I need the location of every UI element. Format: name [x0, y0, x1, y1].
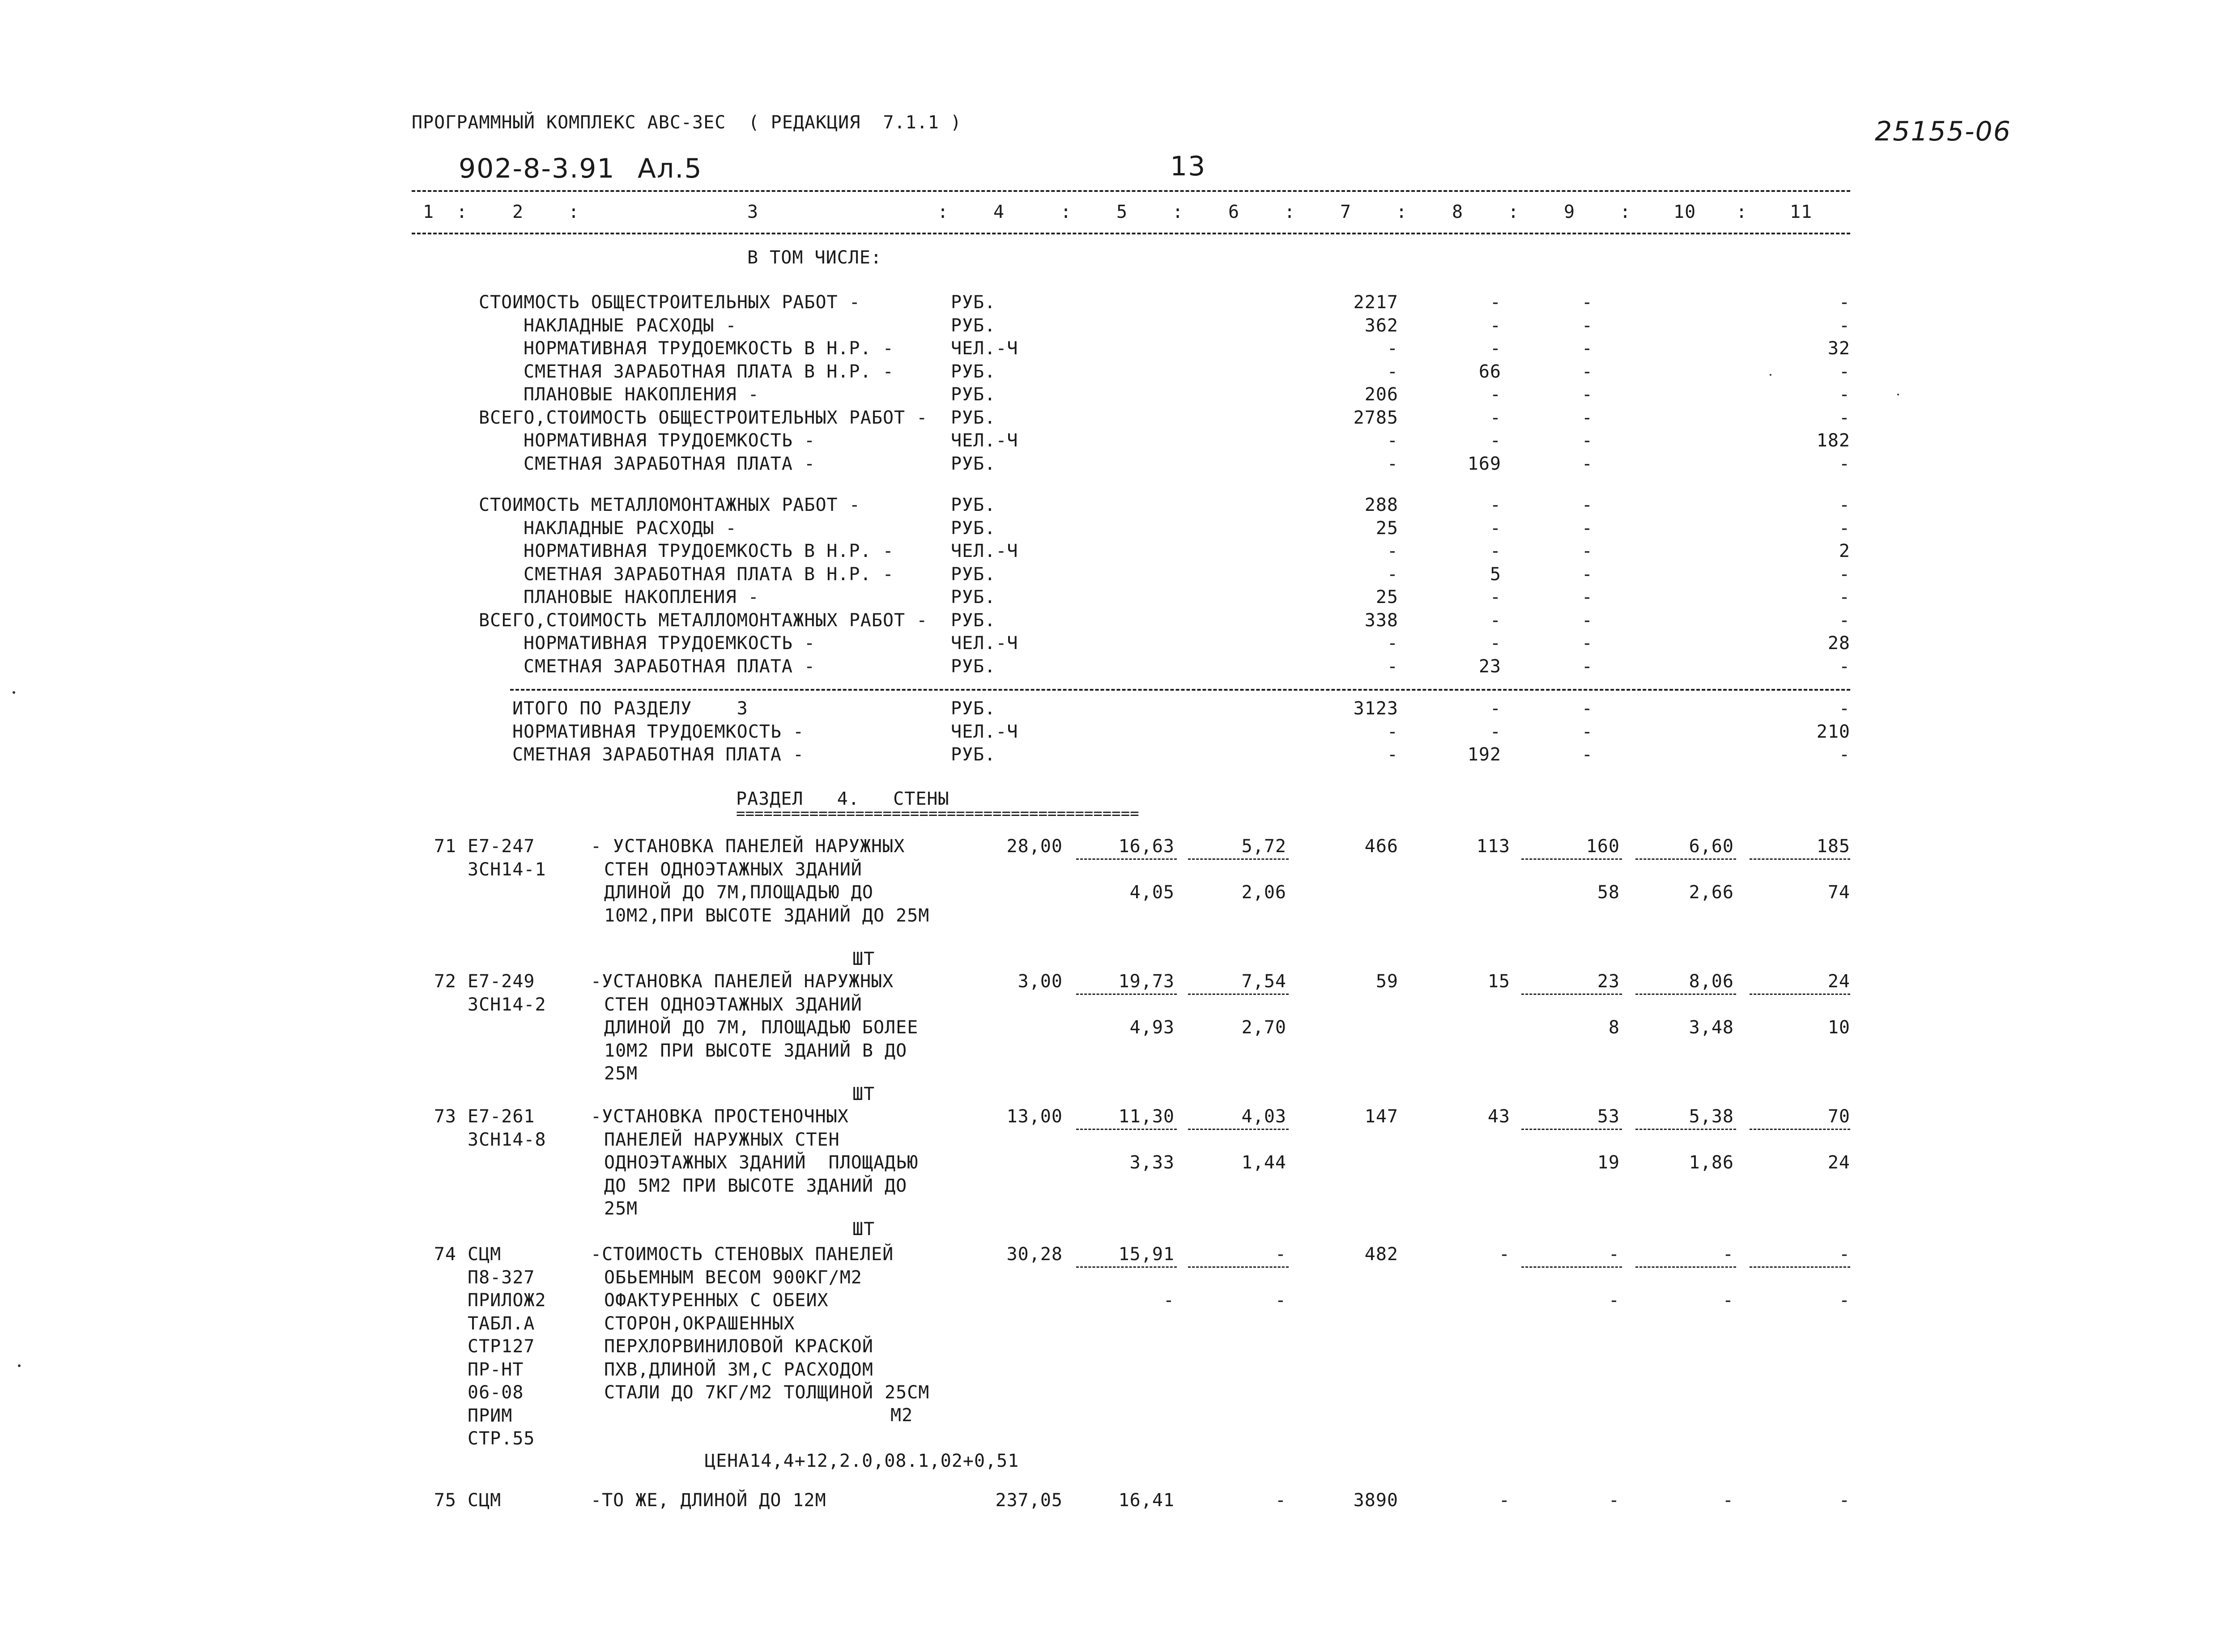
summary-cell-col9: - — [1581, 518, 1593, 539]
item-cell-col5-secondary: 4,05 — [1129, 882, 1175, 903]
item-description-line: ДЛИНОЙ ДО 7М,ПЛОЩАДЬЮ ДО — [604, 882, 873, 903]
cell-separator-rule — [1750, 858, 1850, 860]
item-cell-col4: 3,00 — [1018, 971, 1063, 992]
item-code: Е7-249 — [468, 971, 535, 992]
cell-separator-rule — [1750, 1129, 1850, 1130]
header-rule — [412, 233, 1850, 234]
item-cell-col11: - — [1839, 1244, 1850, 1265]
item-cell-col5: 11,30 — [1118, 1106, 1175, 1127]
cell-separator-rule — [1076, 1266, 1177, 1268]
item-cell-col10: - — [1722, 1490, 1734, 1511]
item-cell-col7: 59 — [1375, 971, 1398, 992]
summary-cell-col11: - — [1839, 315, 1850, 336]
summary-row-unit: РУБ. — [951, 656, 996, 677]
doc-code: 902-8-3.91 — [459, 153, 615, 184]
cell-separator-rule — [1188, 994, 1289, 995]
item-cell-col8: - — [1499, 1244, 1510, 1265]
item-cell-col7: 147 — [1364, 1106, 1398, 1127]
summary-row-label: НАКЛАДНЫЕ РАСХОДЫ - — [524, 518, 737, 539]
item-cell-col6-secondary: 2,06 — [1241, 882, 1286, 903]
item-code: Е7-261 — [468, 1106, 535, 1127]
summary-cell-col7: 288 — [1364, 495, 1398, 515]
summary-cell-col8: 5 — [1490, 564, 1501, 585]
summary-cell-col11: - — [1839, 698, 1850, 719]
summary-cell-col9: - — [1581, 384, 1593, 405]
summary-cell-col7: 362 — [1364, 315, 1398, 336]
program-header: ПРОГРАММНЫЙ КОМПЛЕКС АВС-ЗЕС ( РЕДАКЦИЯ 7.1.1 ) — [412, 112, 962, 133]
item-cell-col9: - — [1608, 1490, 1620, 1511]
block-a-title: В ТОМ ЧИСЛЕ: — [747, 247, 882, 268]
item-description-line: ПАНЕЛЕЙ НАРУЖНЫХ СТЕН — [604, 1129, 840, 1150]
summary-row-label: НОРМАТИВНАЯ ТРУДОЕМКОСТЬ - — [524, 633, 816, 654]
summary-cell-col11: - — [1839, 587, 1850, 607]
summary-cell-col8: - — [1490, 610, 1501, 631]
cell-separator-rule — [1188, 1266, 1289, 1268]
summary-row-label: СМЕТНАЯ ЗАРАБОТНАЯ ПЛАТА - — [524, 656, 816, 677]
item-cell-col5: 15,91 — [1118, 1244, 1175, 1265]
summary-cell-col11: - — [1839, 518, 1850, 539]
summary-cell-col9: - — [1581, 587, 1593, 607]
summary-row-unit: РУБ. — [951, 384, 996, 405]
summary-row-label: СМЕТНАЯ ЗАРАБОТНАЯ ПЛАТА - — [524, 453, 816, 474]
cell-separator-rule — [1188, 858, 1289, 860]
cell-separator-rule — [1521, 1266, 1622, 1268]
summary-cell-col7: - — [1387, 744, 1398, 765]
cell-separator-rule — [1521, 1129, 1622, 1130]
item-description-line: СТАЛИ ДО 7КГ/М2 ТОЛЩИНОЙ 25СМ — [604, 1382, 930, 1403]
item-cell-col11-secondary: 10 — [1827, 1017, 1850, 1038]
item-description-line: ОФАКТУРЕННЫХ С ОБЕИХ — [604, 1290, 829, 1311]
summary-cell-col7: - — [1387, 633, 1398, 654]
summary-cell-col11: 28 — [1827, 633, 1850, 654]
album-label: Ал.5 — [638, 153, 703, 184]
summary-row-unit: ЧЕЛ.-Ч — [951, 338, 1018, 359]
item-cell-col9-secondary: 19 — [1597, 1152, 1620, 1173]
summary-cell-col8: - — [1490, 495, 1501, 515]
summary-cell-col8: 23 — [1478, 656, 1501, 677]
item-cell-col11: 70 — [1827, 1106, 1850, 1127]
item-number: 72 — [434, 971, 456, 992]
item-code-line: 06-08 — [468, 1382, 524, 1403]
item-cell-col9: 23 — [1597, 971, 1620, 992]
cell-separator-rule — [1076, 858, 1177, 860]
summary-cell-col8: 192 — [1467, 744, 1501, 765]
summary-row-label: НОРМАТИВНАЯ ТРУДОЕМКОСТЬ - — [512, 721, 805, 742]
item-code-line: П8-327 — [468, 1267, 535, 1288]
summary-row-unit: РУБ. — [951, 518, 996, 539]
summary-cell-col8: - — [1490, 407, 1501, 428]
summary-cell-col11: - — [1839, 453, 1850, 474]
summary-cell-col7: - — [1387, 453, 1398, 474]
summary-cell-col11: 182 — [1816, 430, 1850, 451]
summary-cell-col9: - — [1581, 430, 1593, 451]
item-cell-col10: 8,06 — [1689, 971, 1734, 992]
item-cell-col10-secondary: 3,48 — [1689, 1017, 1734, 1038]
cell-separator-rule — [1188, 1129, 1289, 1130]
summary-row-label: СТОИМОСТЬ МЕТАЛЛОМОНТАЖНЫХ РАБОТ - — [479, 495, 860, 515]
summary-cell-col7: 2217 — [1353, 292, 1398, 313]
summary-cell-col8: - — [1490, 587, 1501, 607]
summary-row-label: НОРМАТИВНАЯ ТРУДОЕМКОСТЬ - — [524, 430, 816, 451]
summary-cell-col9: - — [1581, 633, 1593, 654]
item-description-line: -УСТАНОВКА ПРОСТЕНОЧНЫХ — [591, 1106, 849, 1127]
item-description-line: СТЕН ОДНОЭТАЖНЫХ ЗДАНИЙ — [604, 859, 862, 880]
summary-cell-col9: - — [1581, 338, 1593, 359]
summary-row-unit: РУБ. — [951, 564, 996, 585]
item-cell-col4: 237,05 — [995, 1490, 1063, 1511]
item-description-line: 10М2,ПРИ ВЫСОТЕ ЗДАНИЙ ДО 25М — [604, 905, 930, 926]
item-description-line: ДО 5М2 ПРИ ВЫСОТЕ ЗДАНИЙ ДО — [604, 1175, 907, 1196]
item-cell-col6-secondary: 2,70 — [1241, 1017, 1286, 1038]
summary-cell-col7: - — [1387, 361, 1398, 382]
cell-separator-rule — [1076, 994, 1177, 995]
section-underline: ============================================ — [736, 805, 1139, 823]
summary-cell-col8: 66 — [1478, 361, 1501, 382]
item-cell-col11: 24 — [1827, 971, 1850, 992]
summary-row-label: СМЕТНАЯ ЗАРАБОТНАЯ ПЛАТА В Н.Р. - — [524, 361, 894, 382]
item-description-line: ПЕРХЛОРВИНИЛОВОЙ КРАСКОЙ — [604, 1336, 873, 1357]
summary-row-label: НОРМАТИВНАЯ ТРУДОЕМКОСТЬ В Н.Р. - — [524, 541, 894, 561]
item-cell-col10: 5,38 — [1689, 1106, 1734, 1127]
item-unit: ШТ — [852, 1084, 875, 1104]
summary-row-unit: РУБ. — [951, 495, 996, 515]
summary-row-unit: ЧЕЛ.-Ч — [951, 541, 1018, 561]
item-description-line: ДЛИНОЙ ДО 7М, ПЛОЩАДЬЮ БОЛЕЕ — [604, 1017, 919, 1038]
item-cell-col9-secondary: - — [1608, 1290, 1620, 1311]
totals-rule — [510, 689, 1850, 691]
item-cell-col4: 30,28 — [1006, 1244, 1063, 1265]
item-price-note: ЦЕНА14,4+12,2.0,08.1,02+0,51 — [705, 1451, 1019, 1471]
summary-cell-col7: 338 — [1364, 610, 1398, 631]
summary-cell-col7: 206 — [1364, 384, 1398, 405]
item-cell-col5: 16,41 — [1118, 1490, 1175, 1511]
item-cell-col8: 113 — [1476, 836, 1510, 857]
summary-cell-col11: 32 — [1827, 338, 1850, 359]
summary-row-unit: ЧЕЛ.-Ч — [951, 633, 1018, 654]
item-cell-col10: 6,60 — [1689, 836, 1734, 857]
cell-separator-rule — [1521, 858, 1622, 860]
page-number: 13 — [1170, 151, 1206, 182]
summary-cell-col7: - — [1387, 541, 1398, 561]
item-code-line: ПРИЛОЖ2 — [468, 1290, 546, 1311]
cell-separator-rule — [1750, 994, 1850, 995]
item-code: СЦМ — [468, 1490, 502, 1511]
summary-row-label: ПЛАНОВЫЕ НАКОПЛЕНИЯ - — [524, 384, 759, 405]
item-cell-col11-secondary: 24 — [1827, 1152, 1850, 1173]
summary-row-label: СМЕТНАЯ ЗАРАБОТНАЯ ПЛАТА - — [512, 744, 805, 765]
summary-cell-col11: - — [1839, 384, 1850, 405]
summary-cell-col9: - — [1581, 564, 1593, 585]
summary-cell-col9: - — [1581, 407, 1593, 428]
summary-row-unit: ЧЕЛ.-Ч — [951, 430, 1018, 451]
scan-speck — [1897, 394, 1899, 395]
item-description-line: - УСТАНОВКА ПАНЕЛЕЙ НАРУЖНЫХ — [591, 836, 905, 857]
summary-cell-col8: - — [1490, 518, 1501, 539]
summary-row-unit: РУБ. — [951, 361, 996, 382]
item-description-line: ОБЬЕМНЫМ ВЕСОМ 900КГ/М2 — [604, 1267, 862, 1288]
scan-speck — [18, 1364, 21, 1367]
summary-cell-col7: 3123 — [1353, 698, 1398, 719]
summary-cell-col11: - — [1839, 610, 1850, 631]
summary-row-label: НАКЛАДНЫЕ РАСХОДЫ - — [524, 315, 737, 336]
item-cell-col10-secondary: - — [1722, 1290, 1734, 1311]
item-cell-col10-secondary: 1,86 — [1689, 1152, 1734, 1173]
item-cell-col6: - — [1275, 1244, 1286, 1265]
item-code-secondary: ЗСН14-8 — [468, 1129, 546, 1150]
item-code: Е7-247 — [468, 836, 535, 857]
section-title: РАЗДЕЛ 4. СТЕНЫ — [736, 789, 949, 809]
item-cell-col10: - — [1722, 1244, 1734, 1265]
summary-row-label: ВСЕГО,СТОИМОСТЬ МЕТАЛЛОМОНТАЖНЫХ РАБОТ - — [479, 610, 928, 631]
summary-row-unit: РУБ. — [951, 453, 996, 474]
item-cell-col9-secondary: 58 — [1597, 882, 1620, 903]
summary-row-unit: РУБ. — [951, 610, 996, 631]
item-cell-col5: 16,63 — [1118, 836, 1175, 857]
summary-cell-col8: - — [1490, 384, 1501, 405]
item-unit: ШТ — [852, 949, 875, 969]
summary-cell-col9: - — [1581, 698, 1593, 719]
item-description-line: 10М2 ПРИ ВЫСОТЕ ЗДАНИЙ В ДО — [604, 1040, 907, 1061]
summary-cell-col9: - — [1581, 721, 1593, 742]
summary-row-label: ВСЕГО,СТОИМОСТЬ ОБЩЕСТРОИТЕЛЬНЫХ РАБОТ - — [479, 407, 928, 428]
summary-cell-col9: - — [1581, 361, 1593, 382]
item-code-line: ПРИМ — [468, 1405, 513, 1426]
item-cell-col11: 185 — [1816, 836, 1850, 857]
summary-row-label: ИТОГО ПО РАЗДЕЛУ 3 — [512, 698, 748, 719]
cell-separator-rule — [1076, 1129, 1177, 1130]
item-cell-col4: 28,00 — [1006, 836, 1063, 857]
item-number: 71 — [434, 836, 456, 857]
summary-cell-col11: - — [1839, 495, 1850, 515]
item-cell-col4: 13,00 — [1006, 1106, 1063, 1127]
item-unit: М2 — [890, 1405, 913, 1426]
summary-row-unit: РУБ. — [951, 407, 996, 428]
item-cell-col9: - — [1608, 1244, 1620, 1265]
summary-cell-col11: 210 — [1816, 721, 1850, 742]
item-cell-col9: 160 — [1586, 836, 1620, 857]
summary-cell-col9: - — [1581, 744, 1593, 765]
summary-cell-col8: - — [1490, 541, 1501, 561]
summary-cell-col8: - — [1490, 292, 1501, 313]
summary-row-unit: РУБ. — [951, 315, 996, 336]
summary-cell-col9: - — [1581, 610, 1593, 631]
item-cell-col11-secondary: - — [1839, 1290, 1850, 1311]
summary-cell-col8: - — [1490, 698, 1501, 719]
scan-speck — [13, 691, 15, 694]
item-code-line: СТР127 — [468, 1336, 535, 1357]
item-number: 73 — [434, 1106, 456, 1127]
summary-cell-col9: - — [1581, 453, 1593, 474]
item-description-line: 25М — [604, 1198, 638, 1219]
item-code-line: СЦМ — [468, 1244, 502, 1265]
summary-cell-col8: - — [1490, 633, 1501, 654]
document-page: ПРОГРАММНЫЙ КОМПЛЕКС АВС-ЗЕС ( РЕДАКЦИЯ 7.1.1 ) 25155-06 902-8-3.91 Ал.5 13 1 : 2 : 3 : 4 : 5 : 6 : 7 : 8 : 9 : 10 : 11 В ТОМ ЧИСЛЕ: СТОИМОСТЬ ОБЩЕСТРОИТЕЛЬНЫХ РАБОТ - РУБ. 2217 - - - НАКЛАДНЫЕ РАСХОДЫ - РУБ. 362 - - - НОРМАТИВНАЯ ТРУДОЕМКОСТЬ В Н.Р. - ЧЕЛ.-Ч - - - 32 СМЕТНАЯ ЗАРАБОТНАЯ ПЛАТА В Н.Р. - РУБ. - 66 - - ПЛАНОВЫЕ НАКОПЛЕНИЯ - РУБ. 206 - - - ВСЕГО,СТОИМОСТЬ ОБЩЕСТРОИТЕЛЬНЫХ РАБОТ - РУБ. 2785 - - - НОРМАТИВНАЯ ТРУДОЕМКОСТЬ - ЧЕЛ.-Ч - - - 182 СМЕТНАЯ ЗАРАБОТНАЯ ПЛАТА - РУБ. - 169 - - СТОИМОСТЬ МЕТАЛЛОМОНТАЖНЫХ РАБОТ - РУБ. 288 - - - НАКЛАДНЫЕ РАСХОДЫ - РУБ. 25 - - - НОРМАТИВНАЯ ТРУДОЕМКОСТЬ В Н.Р. - ЧЕЛ.-Ч - - - 2 СМЕТНАЯ ЗАРАБОТНАЯ ПЛАТА В Н.Р. - РУБ. - 5 - - ПЛАНОВЫЕ НАКОПЛЕНИЯ - РУБ. 25 - - - ВСЕГО,СТОИМОСТЬ МЕТАЛЛОМОНТАЖНЫХ РАБОТ - РУБ. 338 - - - НОРМАТИВНАЯ ТРУДОЕМКОСТЬ - ЧЕЛ.-Ч - - - 28 СМЕТНАЯ ЗАРАБОТНАЯ ПЛАТА - РУБ. - 23 - - ИТОГО ПО РАЗДЕЛУ 3 РУБ. 3123 - - - НОРМАТИВНАЯ ТРУДОЕМКОСТЬ - ЧЕЛ.-Ч - - - 210 СМЕТНАЯ ЗАРАБОТНАЯ ПЛАТА - РУБ. - 192 - - РАЗДЕЛ 4. СТЕНЫ ============================================ 71 Е7-247 ЗСН14-1 - УСТАНОВКА ПАНЕЛЕЙ НАРУЖНЫХ СТЕН ОДНОЭТАЖНЫХ ЗДАНИЙ ДЛИНОЙ ДО 7М,ПЛОЩАДЬЮ ДО 10М2,ПРИ ВЫСОТЕ ЗДАНИЙ ДО 25М ШТ 28,00 16,63 5,72 466 113 160 6,60 185 4,05 2,06 58 2,66 74 72 Е7-249 ЗСН14-2 -УСТАНОВКА ПАНЕЛЕЙ НАРУЖНЫХ СТЕН ОДНОЭТАЖНЫХ ЗДАНИЙ ДЛИНОЙ ДО 7М, ПЛОЩАДЬЮ БОЛЕЕ 10М2 ПРИ ВЫСОТЕ ЗДАНИЙ В ДО 25М ШТ 3,00 19,73 7,54 59 15 23 8,06 24 4,93 2,70 8 3,48 10 73 Е7-261 ЗСН14-8 -УСТАНОВКА ПРОСТЕНОЧНЫХ ПАНЕЛЕЙ НАРУЖНЫХ СТЕН ОДНОЭТАЖНЫХ ЗДАНИЙ ПЛОЩАДЬЮ ДО 5М2 ПРИ ВЫСОТЕ ЗДАНИЙ ДО 25М ШТ 13,00 11,30 4,03 147 43 53 5,38 70 3,33 1,44 19 1,86 24 74 СЦМ П8-327 ПРИЛОЖ2 ТАБЛ.А СТР127 ПР-НТ 06-08 ПРИМ СТР.55 -СТОИМОСТЬ СТЕНОВЫХ ПАНЕЛЕЙ ОБЬЕМНЫМ ВЕСОМ 900КГ/М2 ОФАКТУРЕННЫХ С ОБЕИХ СТОРОН,ОКРАШЕННЫХ ПЕРХЛОРВИНИЛОВОЙ КРАСКОЙ ПХВ,ДЛИНОЙ 3М,С РАСХОДОМ СТАЛИ ДО 7КГ/М2 ТОЛЩИНОЙ 25СМ М2 30,28 15,91 - 482 - - - - - - - - - ЦЕНА14,4+12,2.0,08.1,02+0,51 75 СЦМ -ТО ЖЕ, ДЛИНОЙ ДО 12М 237,05 16,41 - 3890 - - - - — [0, 0, 2231, 1652]
item-cell-col6: 5,72 — [1241, 836, 1286, 857]
item-description-line: 25М — [604, 1063, 638, 1084]
summary-row-unit: РУБ. — [951, 698, 996, 719]
item-cell-col11-secondary: 74 — [1827, 882, 1850, 903]
summary-cell-col8: - — [1490, 338, 1501, 359]
item-code-line: СТР.55 — [468, 1428, 535, 1449]
stamp-number: 25155-06 — [1875, 116, 2011, 147]
cell-separator-rule — [1635, 1129, 1736, 1130]
item-description-line: СТОРОН,ОКРАШЕННЫХ — [604, 1313, 795, 1334]
summary-cell-col11: - — [1839, 292, 1850, 313]
item-cell-col7: 482 — [1364, 1244, 1398, 1265]
summary-cell-col9: - — [1581, 315, 1593, 336]
item-description-line: -ТО ЖЕ, ДЛИНОЙ ДО 12М — [591, 1490, 826, 1511]
item-number: 74 — [434, 1244, 456, 1265]
item-cell-col5-secondary: - — [1163, 1290, 1175, 1311]
cell-separator-rule — [1521, 994, 1622, 995]
top-rule — [412, 190, 1850, 192]
summary-row-label: СТОИМОСТЬ ОБЩЕСТРОИТЕЛЬНЫХ РАБОТ - — [479, 292, 860, 313]
summary-cell-col9: - — [1581, 495, 1593, 515]
item-cell-col9-secondary: 8 — [1608, 1017, 1620, 1038]
item-description-line: -СТОИМОСТЬ СТЕНОВЫХ ПАНЕЛЕЙ — [591, 1244, 894, 1265]
item-cell-col6: 7,54 — [1241, 971, 1286, 992]
item-cell-col11: - — [1839, 1490, 1850, 1511]
summary-cell-col7: - — [1387, 430, 1398, 451]
summary-cell-col7: - — [1387, 564, 1398, 585]
summary-row-unit: ЧЕЛ.-Ч — [951, 721, 1018, 742]
summary-cell-col11: - — [1839, 407, 1850, 428]
item-description-line: СТЕН ОДНОЭТАЖНЫХ ЗДАНИЙ — [604, 994, 862, 1015]
summary-row-unit: РУБ. — [951, 292, 996, 313]
item-code-secondary: ЗСН14-2 — [468, 994, 546, 1015]
summary-row-label: ПЛАНОВЫЕ НАКОПЛЕНИЯ - — [524, 587, 759, 607]
summary-cell-col11: - — [1839, 656, 1850, 677]
summary-cell-col8: - — [1490, 430, 1501, 451]
summary-cell-col11: - — [1839, 564, 1850, 585]
item-cell-col6: 4,03 — [1241, 1106, 1286, 1127]
cell-separator-rule — [1635, 1266, 1736, 1268]
summary-cell-col8: 169 — [1467, 453, 1501, 474]
summary-cell-col7: - — [1387, 721, 1398, 742]
item-description-line: -УСТАНОВКА ПАНЕЛЕЙ НАРУЖНЫХ — [591, 971, 894, 992]
summary-row-unit: РУБ. — [951, 587, 996, 607]
summary-cell-col9: - — [1581, 541, 1593, 561]
summary-row-label: НОРМАТИВНАЯ ТРУДОЕМКОСТЬ В Н.Р. - — [524, 338, 894, 359]
item-cell-col7: 3890 — [1353, 1490, 1398, 1511]
summary-cell-col8: - — [1490, 315, 1501, 336]
summary-cell-col7: 25 — [1375, 518, 1398, 539]
summary-cell-col11: - — [1839, 744, 1850, 765]
summary-cell-col7: - — [1387, 338, 1398, 359]
item-cell-col8: 43 — [1487, 1106, 1510, 1127]
item-code-line: ПР-НТ — [468, 1359, 524, 1380]
summary-cell-col7: 2785 — [1353, 407, 1398, 428]
summary-cell-col7: - — [1387, 656, 1398, 677]
item-cell-col8: - — [1499, 1490, 1510, 1511]
item-cell-col7: 466 — [1364, 836, 1398, 857]
summary-cell-col9: - — [1581, 656, 1593, 677]
item-description-line: ОДНОЭТАЖНЫХ ЗДАНИЙ ПЛОЩАДЬЮ — [604, 1152, 919, 1173]
summary-cell-col11: - — [1839, 361, 1850, 382]
item-cell-col5: 19,73 — [1118, 971, 1175, 992]
item-cell-col5-secondary: 4,93 — [1129, 1017, 1175, 1038]
item-cell-col10-secondary: 2,66 — [1689, 882, 1734, 903]
summary-cell-col8: - — [1490, 721, 1501, 742]
summary-row-label: СМЕТНАЯ ЗАРАБОТНАЯ ПЛАТА В Н.Р. - — [524, 564, 894, 585]
item-cell-col6-secondary: 1,44 — [1241, 1152, 1286, 1173]
item-code-secondary: ЗСН14-1 — [468, 859, 546, 880]
summary-cell-col7: 25 — [1375, 587, 1398, 607]
item-cell-col9: 53 — [1597, 1106, 1620, 1127]
summary-cell-col11: 2 — [1839, 541, 1850, 561]
item-description-line: ПХВ,ДЛИНОЙ 3М,С РАСХОДОМ — [604, 1359, 873, 1380]
item-cell-col6: - — [1275, 1490, 1286, 1511]
cell-separator-rule — [1635, 994, 1736, 995]
item-code-line: ТАБЛ.А — [468, 1313, 535, 1334]
item-cell-col6-secondary: - — [1275, 1290, 1286, 1311]
item-number: 75 — [434, 1490, 456, 1511]
summary-cell-col9: - — [1581, 292, 1593, 313]
cell-separator-rule — [1750, 1266, 1850, 1268]
cell-separator-rule — [1635, 858, 1736, 860]
summary-row-unit: РУБ. — [951, 744, 996, 765]
item-cell-col5-secondary: 3,33 — [1129, 1152, 1175, 1173]
scan-speck — [1770, 374, 1771, 376]
item-cell-col8: 15 — [1487, 971, 1510, 992]
item-unit: ШТ — [852, 1219, 875, 1240]
